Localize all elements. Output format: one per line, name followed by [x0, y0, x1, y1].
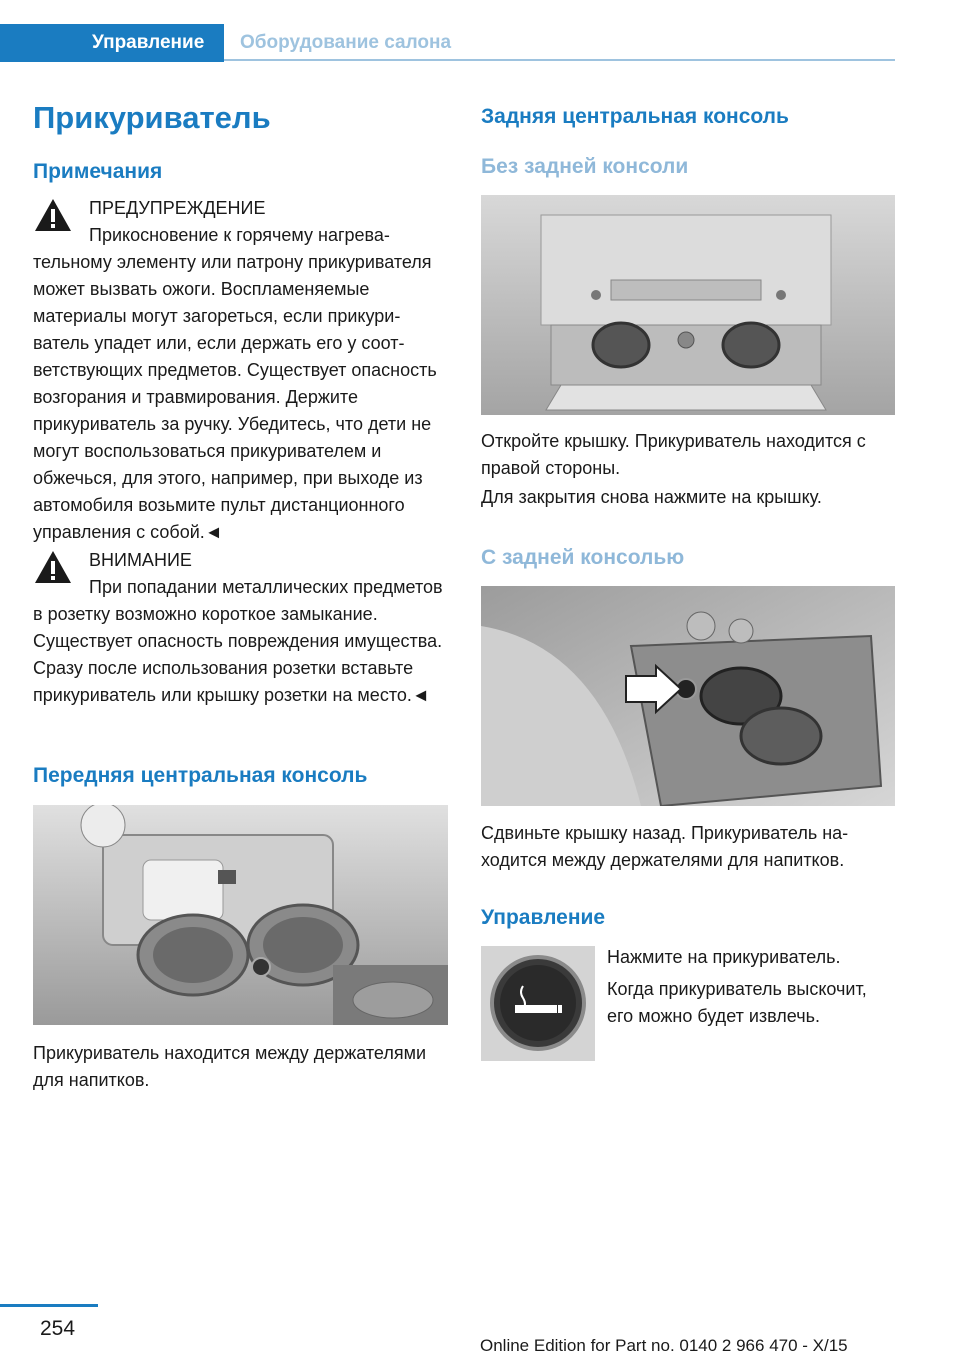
no-rear-console-heading: Без задней консоли — [481, 155, 689, 178]
with-console-instruction: Сдвиньте крышку назад. Прикуриватель находится между держателями для напитков. — [481, 823, 849, 870]
cigarette-icon — [515, 1005, 557, 1013]
warning-triangle-icon — [33, 197, 73, 233]
front-console-caption: Прикуриватель находится между держателями для напитков. — [33, 1043, 427, 1090]
front-console-heading: Передняя центральная консоль — [33, 764, 368, 787]
control-instruction-press: Нажмите на прикуриватель. — [607, 947, 841, 967]
page-header — [0, 24, 895, 62]
tab-interior-equipment[interactable]: Оборудование салона — [240, 32, 452, 53]
tab-control[interactable]: Управление — [0, 24, 224, 62]
notes-heading: Примечания — [33, 160, 163, 183]
footer-divider — [0, 1304, 98, 1307]
rear-no-console-photo — [481, 195, 895, 415]
control-heading: Управление — [481, 906, 606, 929]
with-rear-console-heading: С задней консолью — [481, 546, 685, 569]
warning-triangle-icon — [33, 549, 73, 585]
page-title: Прикуриватель — [33, 100, 271, 135]
control-instruction-remove: Когда прикуриватель выскочит, его можно будет извлечь. — [607, 979, 867, 1026]
warning-text: Прикосновение к горячему нагревательному элементу или патрону прикуривателя может вызвать ожоги. Воспламеняемые материалы могут загореться, если прикуриватель упадет или, если держать его у соответствующих предметов. Существует опасность возгорания и травмирования. Держите прикуриватель за ручку. Убедитесь, что дети не могут воспользоваться прикуривателем и обжечься, для этого, например, при выходе из автомобиля возьмите пульт дистанционного управления с собой.◄ — [33, 225, 437, 542]
no-console-instruction-open: Откройте крышку. Прикуриватель находится с правой стороны. — [481, 431, 866, 478]
rear-console-heading: Задняя центральная консоль — [481, 105, 789, 128]
warning-block-2 — [33, 547, 448, 709]
caution-text: При попадании металлических предметов в розетку возможно короткое замыкание. Существует опасность повреждения имущества. Сразу после использования розетки вставьте прикуриватель или крышку розетки на место.◄ — [33, 577, 443, 705]
caution-label: ВНИМАНИЕ — [89, 550, 192, 570]
cigarette-lighter-photo — [481, 946, 595, 1061]
page-number: 254 — [40, 1317, 76, 1340]
front-console-photo — [33, 805, 448, 1025]
warning-block-1 — [33, 195, 448, 546]
edition-note: Online Edition for Part no. 0140 2 966 470 - X/15 — [480, 1336, 848, 1355]
rear-with-console-photo — [481, 586, 895, 806]
no-console-instruction-close: Для закрытия снова нажмите на крышку. — [481, 487, 822, 507]
warning-label: ПРЕДУПРЕЖДЕНИЕ — [89, 198, 266, 218]
